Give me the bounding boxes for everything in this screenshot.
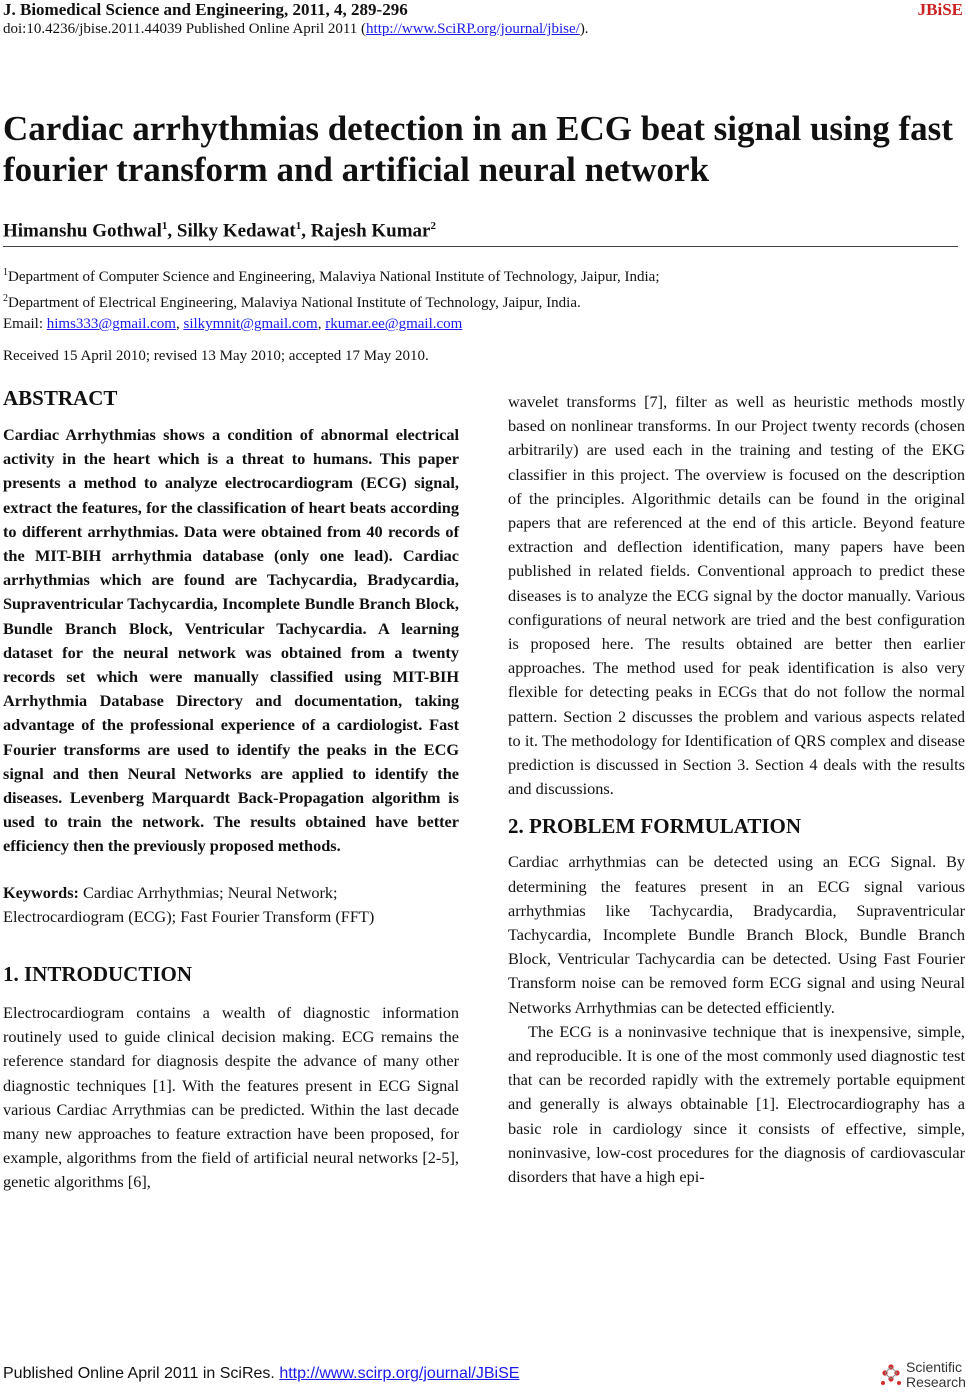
footer-journal-link[interactable]: http://www.scirp.org/journal/JBiSE <box>279 1365 520 1382</box>
abstract-heading: ABSTRACT <box>3 386 118 410</box>
publisher-logo-text <box>906 1360 966 1390</box>
publisher-logo <box>878 1358 964 1392</box>
problem-paragraph: Cardiac arrhythmias can be detected using an ECG Signal. By determining the features present in an ECG signal various arrhythmias like Tachycardia, Bradycardia, Supraventricular Tachycardia, Incomplete Bundle Branch Block, Bundle Branch Block, Ventricular Tachycardia can be detected. Using Fast Fourier Transform noise can be removed form ECG signal and using Neural Networks Arrhythmias can be detected efficiently. <box>508 852 965 1017</box>
problem-paragraph: The ECG is a noninvasive technique that is inexpensive, simple, and reproducible. It is one of the most commonly used diagnostic test that can be recorded rapidly with the extremely portable equipment and generally is always obtainable [1]. Electrocardiography has a basic role in cardiology since it consists of effective, simple, noninvasive, low-cost procedures for the diagnosis of cardiovascular disorders that have a high epi- <box>508 1021 965 1187</box>
affiliation-text: Department of Computer Science and Engineering, Malaviya National Institute of Technology, Jaipur, India; <box>8 269 660 285</box>
footer-publication-line <box>3 1363 519 1385</box>
keywords <box>3 881 459 929</box>
affiliation-number: 1 <box>3 267 8 278</box>
received-dates: Received 15 April 2010; revised 13 May 2010; accepted 17 May 2010. <box>3 348 429 364</box>
header-divider <box>3 246 958 247</box>
introduction-continued-text: wavelet transforms [7], filter as well as heuristic methods mostly based on nonlinear transforms. In our Project twenty records (chosen arbitrarily) are used each in the training and testing of the EKG classifier in this project. The overview is focused on the description of the principles. Algorithmic details can be found in the original papers that are referenced at the end of this article. Beyond feature extraction and deflection identification, many papers have been published in related fields. Conventional approach to predict these diseases is to analyze the ECG signal by the doctor manually. Various configurations of neural network are tried and the best configuration is proposed here. The results obtained are better then earlier approaches. The method used for peak identification is also very flexible for detecting peaks in ECGs that do not follow the normal pattern. Section 2 discusses the problem and various aspects related to it. The methodology for Identification of QRS complex and disease prediction is discussed in Section 3. Section 4 deals with the results and discussions. <box>508 392 965 799</box>
affiliation-number: 2 <box>3 293 8 304</box>
email-link[interactable]: rkumar.ee@gmail.com <box>325 316 463 332</box>
right-column <box>508 390 965 1189</box>
keywords-label: Keywords: <box>3 882 79 902</box>
logo-line: Research <box>906 1374 966 1390</box>
journal-citation: J. Biomedical Science and Engineering, 2011, 4, 289-296 <box>3 0 408 19</box>
author-affiliation-mark: 2 <box>430 220 436 232</box>
affiliations <box>3 262 963 335</box>
publisher-logo-icon <box>878 1362 904 1388</box>
paper-title: Cardiac arrhythmias detection in an ECG beat signal using fast fourier transform and artificial neural network <box>3 109 953 189</box>
email-link[interactable]: silkymnit@gmail.com <box>183 316 318 332</box>
journal-abbrev: JBiSE <box>917 0 963 19</box>
introduction-heading: 1. INTRODUCTION <box>3 962 193 987</box>
doi-suffix: ). <box>579 21 589 37</box>
introduction-text: Electrocardiogram contains a wealth of diagnostic information routinely used to guide clinical decision making. ECG remains the reference standard for diagnosis despite the advance of many other diagnostic techniques [1]. With the features present in ECG Signal various Cardiac Arrythmias can be predicted. Within the last decade many new approaches to feature extraction have been proposed, for example, algorithms from the field of artificial neural networks [2-5], genetic algorithms [6], <box>3 1003 459 1192</box>
author-affiliation-mark: 1 <box>295 220 302 232</box>
author-name: Himanshu Gothwal <box>3 220 162 242</box>
author-affiliation-mark: 1 <box>161 220 168 232</box>
keywords-text: Cardiac Arrhythmias; Neural Network; Electrocardiogram (ECG); Fast Fourier Transform (FFT) <box>3 882 375 926</box>
abstract-text: Cardiac Arrhythmias shows a condition of abnormal electrical activity in the heart which is a threat to humans. This paper presents a method to analyze electrocardiogram (ECG) signal, extract the features, for the classification of heart beats according to different arrhythmias. Data were obtained from 40 records of the MIT-BIH arrhythmia database (only one lead). Cardiac arrhythmias which are found are Tachycardia, Bradycardia, Supraventricular Tachycardia, Incomplete Bundle Branch Block, Bundle Branch Block, Ventricular Tachycardia. A learning dataset for the neural network was obtained from a twenty records set which were manually classified using MIT-BIH Arrhythmia Database Directory and documentation, taking advantage of the professional experience of a cardiologist. Fast Fourier transforms are used to identify the peaks in the ECG signal and then Neural Networks are applied to identify the diseases. Levenberg Marquardt Back-Propagation algorithm is used to train the network. The results obtained have better efficiency then the previously proposed methods. <box>3 425 459 856</box>
affiliation-text: Department of Electrical Engineering, Malaviya National Institute of Technology, Jaipur, India. <box>8 295 581 311</box>
author-name: Rajesh Kumar <box>310 220 431 242</box>
email-label: Email: <box>3 316 47 332</box>
journal-header <box>3 0 963 20</box>
footer-text: Published Online April 2011 in SciRes. <box>3 1365 280 1382</box>
journal-url-link[interactable]: http://www.SciRP.org/journal/jbise/ <box>366 21 580 37</box>
doi-line <box>3 19 963 39</box>
logo-line: Scientific <box>906 1359 963 1375</box>
left-column <box>3 385 459 1195</box>
doi-text: doi:10.4236/jbise.2011.44039 Published Online April 2011 ( <box>3 21 367 37</box>
problem-formulation-heading: 2. PROBLEM FORMULATION <box>508 814 802 839</box>
author-name: Silky Kedawat <box>176 220 296 242</box>
affiliation-line <box>3 262 963 288</box>
affiliation-line <box>3 288 963 314</box>
email-line: Email: hims333@gmail.com, silkymnit@gmail.com, rkumar.ee@gmail.com <box>3 316 463 332</box>
email-link[interactable]: hims333@gmail.com <box>46 316 176 332</box>
author-list: Himanshu Gothwal$^1$, Silky Kedawat$^1$, Rajesh Kumar$^2$ <box>3 220 436 242</box>
